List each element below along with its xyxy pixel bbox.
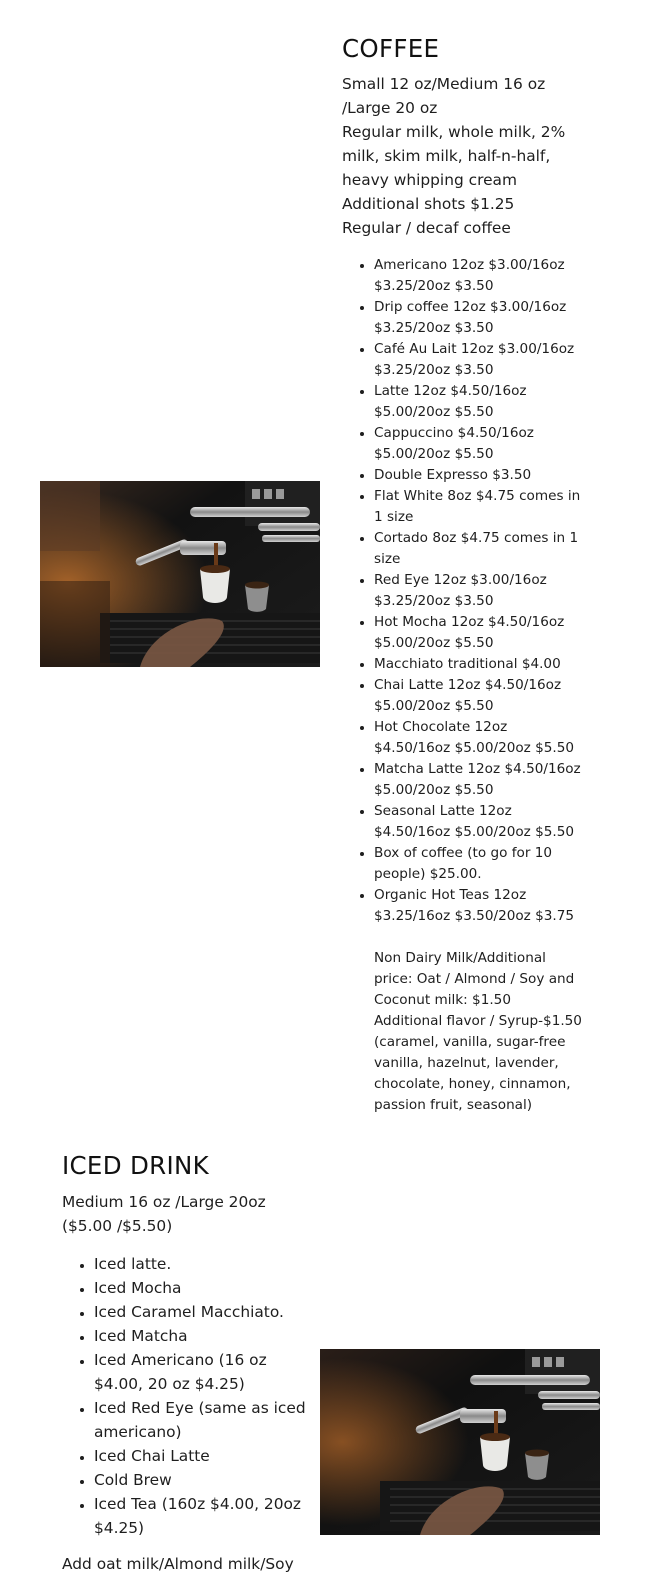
list-item: • Macchiato traditional $4.00 [374, 654, 587, 675]
list-item: • Iced Matcha [94, 1324, 312, 1348]
espresso-machine-photo [40, 481, 320, 667]
list-item: • Iced Mocha [94, 1276, 312, 1300]
iced-title: ICED DRINK [62, 1151, 209, 1180]
list-item: • Iced latte. [94, 1252, 312, 1276]
list-item: • Hot Mocha 12oz $4.50/16oz $5.00/20oz $5.50 [374, 612, 587, 654]
coffee-list [342, 255, 587, 927]
coffee-notes [342, 948, 587, 1116]
coffee-title: COFFEE [342, 34, 440, 63]
list-item: • Latte 12oz $4.50/16oz $5.00/20oz $5.50 [374, 381, 587, 423]
list-item: • Iced Caramel Macchiato. [94, 1300, 312, 1324]
coffee-extra-shots: Additional shots $1.25 [342, 195, 515, 213]
list-item: • Cappuccino $4.50/16oz $5.00/20oz $5.50 [374, 423, 587, 465]
list-item: • Chai Latte 12oz $4.50/16oz $5.00/20oz $5.50 [374, 675, 587, 717]
iced-section [62, 1151, 312, 1576]
list-item: • Cold Brew [94, 1468, 312, 1492]
espresso-machine-photo [320, 1349, 600, 1535]
list-item: • Cortado 8oz $4.75 comes in 1 size [374, 528, 587, 570]
iced-list [62, 1252, 312, 1540]
coffee-menu [342, 255, 587, 1116]
non-dairy-note: Non Dairy Milk/Additional price: Oat / Almond / Soy and Coconut milk: $1.50 [374, 950, 575, 1008]
list-item: • Iced Red Eye (same as iced americano) [94, 1396, 312, 1444]
list-item: • Americano 12oz $3.00/16oz $3.25/20oz $3.50 [374, 255, 587, 297]
coffee-intro [342, 72, 592, 240]
coffee-decaf: Regular / decaf coffee [342, 219, 511, 237]
list-item: • Iced Chai Latte [94, 1444, 312, 1468]
iced-sizes: Medium 16 oz /Large 20oz ($5.00 /$5.50) [62, 1193, 266, 1235]
list-item: • Box of coffee (to go for 10 people) $25.00. [374, 843, 587, 885]
list-item: • Matcha Latte 12oz $4.50/16oz $5.00/20oz $5.50 [374, 759, 587, 801]
coffee-milk-options: Regular milk, whole milk, 2% milk, skim milk, half-n-half, heavy whipping cream [342, 123, 566, 189]
list-item: • Drip coffee 12oz $3.00/16oz $3.25/20oz $3.50 [374, 297, 587, 339]
coffee-sizes: Small 12 oz/Medium 16 oz /Large 20 oz [342, 75, 546, 117]
alt-milk-note: Add oat milk/Almond milk/Soy [62, 1555, 294, 1573]
coffee-section [342, 34, 592, 240]
list-item: • Flat White 8oz $4.75 comes in 1 size [374, 486, 587, 528]
list-item: • Organic Hot Teas 12oz $3.25/16oz $3.50/20oz $3.75 [374, 885, 587, 927]
flavor-note: Additional flavor / Syrup-$1.50 (caramel, vanilla, sugar-free vanilla, hazelnut, lavender, chocolate, honey, cinnamon, passion fruit, seasonal) [374, 1013, 582, 1113]
list-item: • Hot Chocolate 12oz $4.50/16oz $5.00/20oz $5.50 [374, 717, 587, 759]
espresso-photo-art [40, 481, 320, 667]
list-item: • Double Expresso $3.50 [374, 465, 587, 486]
espresso-photo-art [320, 1349, 600, 1535]
list-item: • Red Eye 12oz $3.00/16oz $3.25/20oz $3.50 [374, 570, 587, 612]
iced-intro [62, 1190, 312, 1238]
list-item: • Iced Tea (160z $4.00, 20oz $4.25) [94, 1492, 312, 1540]
list-item: • Iced Americano (16 oz $4.00, 20 oz $4.25) [94, 1348, 312, 1396]
list-item: • Café Au Lait 12oz $3.00/16oz $3.25/20oz $3.50 [374, 339, 587, 381]
list-item: • Seasonal Latte 12oz $4.50/16oz $5.00/20oz $5.50 [374, 801, 587, 843]
iced-footer [62, 1552, 312, 1576]
